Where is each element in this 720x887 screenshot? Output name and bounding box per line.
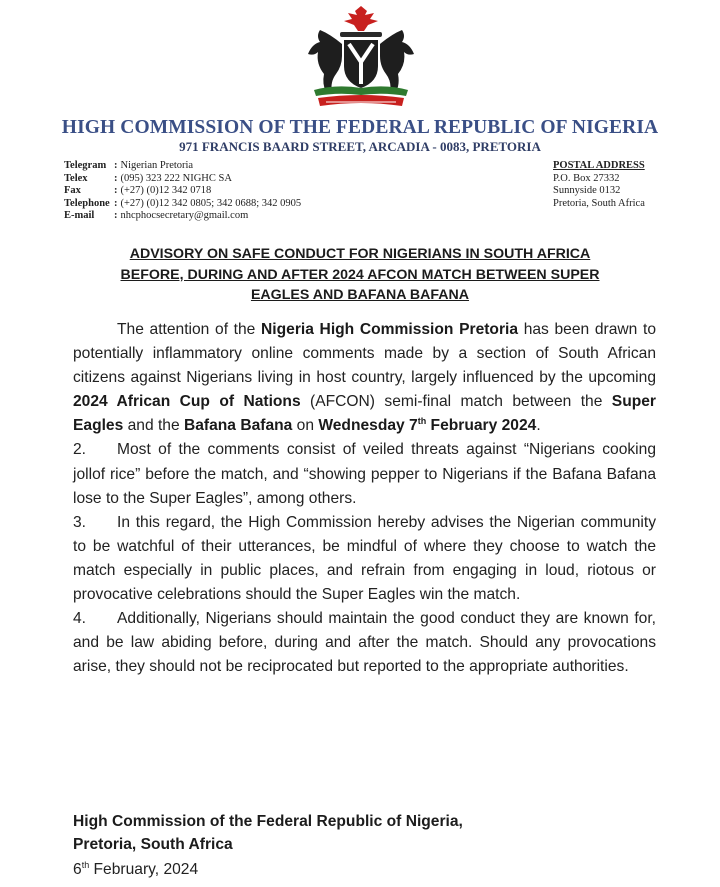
contact-label: Fax — [64, 185, 81, 197]
contact-row: Telegram : Nigerian Pretoria — [64, 160, 194, 171]
advisory-body — [73, 318, 656, 679]
paragraph-1: The attention of the Nigeria High Commission Pretoria has been drawn to potentially inflammatory online comments made by a section of South African citizens against Nigerians living in host country, largely influenced by the upcoming 2024 African Cup of Nations (AFCON) semi-final match between the Super Eagles and the Bafana Bafana on Wednesday 7th February 2024. — [73, 321, 656, 435]
contact-value: nhcphocsecretary@gmail.com — [120, 210, 249, 222]
contact-value: (+27) (0)12 342 0718 — [120, 185, 212, 197]
postal-address-line: Pretoria, South Africa — [553, 197, 645, 209]
contact-row: Fax : (+27) (0)12 342 0718 — [64, 185, 212, 197]
advisory-heading-line: BEFORE, DURING AND AFTER 2024 AFCON MATCH BETWEEN SUPER — [120, 266, 600, 283]
coat-of-arms-icon — [296, 4, 426, 110]
contact-value: (+27) (0)12 342 0805; 342 0688; 342 0905 — [120, 197, 302, 209]
advisory-heading — [0, 244, 720, 306]
advisory-heading-line: ADVISORY ON SAFE CONDUCT FOR NIGERIANS IN SOUTH AFRICA — [129, 246, 591, 262]
contact-row: Telephone : (+27) (0)12 342 0805; 342 0688; 342 0905 — [64, 197, 302, 209]
signature-line-2: Pretoria, South Africa — [73, 836, 233, 853]
paragraph-number: 4. — [73, 610, 87, 628]
contact-value: (095) 323 222 NIGHC SA — [120, 172, 232, 184]
signature-block — [73, 810, 463, 856]
paragraph-number: 3. — [73, 513, 87, 531]
paragraph-2: 2. Most of the comments consist of veiled threats against “Nigerians cooking jollof rice” before the match, and “showing pepper to Nigerians if the Bafana Bafana lose to the Super Eagles”, among others. — [73, 438, 656, 510]
paragraph-4: 4. Additionally, Nigerians should maintain the good conduct they are known for, and be law abiding before, during and after the match. Should any provocations arise, they should not be reciprocated but reported to the appropriate authorities. — [73, 607, 656, 679]
letter-date: 6th February, 2024 — [73, 859, 199, 878]
contact-value: Nigerian Pretoria — [120, 160, 194, 171]
postal-address-heading: POSTAL ADDRESS — [553, 160, 645, 171]
postal-address-line: Sunnyside 0132 — [553, 185, 621, 197]
contact-details — [64, 160, 301, 223]
contact-label: Telephone — [64, 197, 110, 209]
postal-address-line: P.O. Box 27332 — [553, 172, 620, 184]
contact-row: Telex : (095) 323 222 NIGHC SA — [64, 172, 232, 184]
letterhead-address: 971 FRANCIS BAARD STREET, ARCADIA - 0083, PRETORIA — [179, 139, 541, 154]
signature-line-1: High Commission of the Federal Republic of Nigeria, — [73, 813, 463, 830]
advisory-heading-line: EAGLES AND BAFANA BAFANA — [250, 287, 470, 303]
contact-row: E-mail : nhcphocsecretary@gmail.com — [64, 210, 249, 222]
contact-label: Telex — [64, 172, 88, 184]
contact-label: Telegram — [64, 160, 107, 171]
contact-label: E-mail — [64, 210, 95, 222]
letterhead-title: HIGH COMMISSION OF THE FEDERAL REPUBLIC OF NIGERIA — [61, 117, 659, 138]
paragraph-3: 3. In this regard, the High Commission hereby advises the Nigerian community to be watchful of their utterances, be mindful of where they choose to watch the match especially in public places, and refrain from engaging in loud, riotous or provocative celebrations should the Super Eagles win the match. — [73, 511, 656, 607]
postal-address — [553, 160, 645, 210]
paragraph-number: 2. — [73, 441, 87, 459]
